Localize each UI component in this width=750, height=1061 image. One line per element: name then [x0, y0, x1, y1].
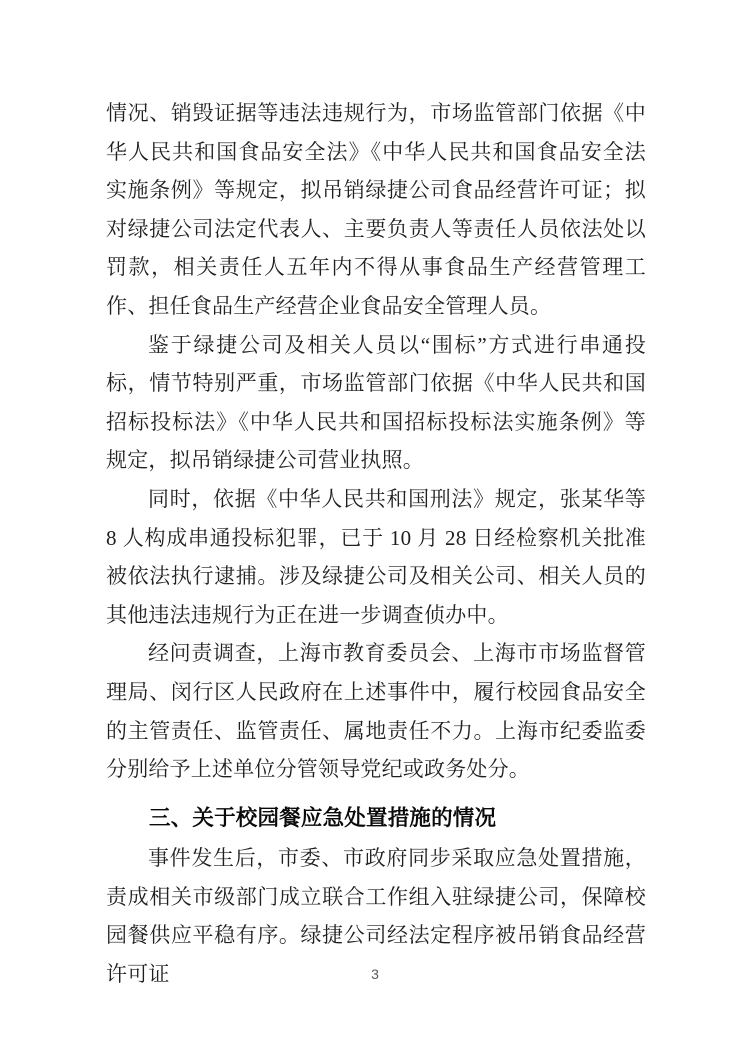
section-heading: 三、关于校园餐应急处置措施的情况 [149, 805, 497, 830]
paragraph: 同时，依据《中华人民共和国刑法》规定，张某华等 8 人构成串通投标犯罪，已于 10 月 28 日经检察机关批准被依法执行逮捕。涉及绿捷公司及相关公司、相关人员的其他违法违规行为正在进一步调查侦办中。 [106, 486, 646, 627]
paragraph: 经问责调查，上海市教育委员会、上海市市场监督管理局、闵行区人民政府在上述事件中，履行校园食品安全的主管责任、监管责任、属地责任不力。上海市纪委监委分别给予上述单位分管领导党纪或政务处分。 [106, 641, 646, 782]
paragraph: 鉴于绿捷公司及相关人员以“围标”方式进行串通投标，情节特别严重，市场监管部门依据《中华人民共和国招标投标法》《中华人民共和国招标投标法实施条例》等规定，拟吊销绿捷公司营业执照。 [106, 332, 646, 473]
paragraph: 事件发生后，市委、市政府同步采取应急处置措施，责成相关市级部门成立联合工作组入驻绿捷公司，保障校园餐供应平稳有序。绿捷公司经法定程序被吊销食品经营许可证 [106, 846, 646, 987]
page-number: 3 [371, 966, 379, 982]
paragraph-continued: 情况、销毁证据等违法违规行为，市场监管部门依据《中华人民共和国食品安全法》《中华人民共和国食品安全法实施条例》等规定，拟吊销绿捷公司食品经营许可证；拟对绿捷公司法定代表人、主要负责人等责任人员依法处以罚款，相关责任人五年内不得从事食品生产经营管理工作、担任食品生产经营企业食品安全管理人员。 [106, 101, 646, 318]
document-body [106, 94, 646, 994]
